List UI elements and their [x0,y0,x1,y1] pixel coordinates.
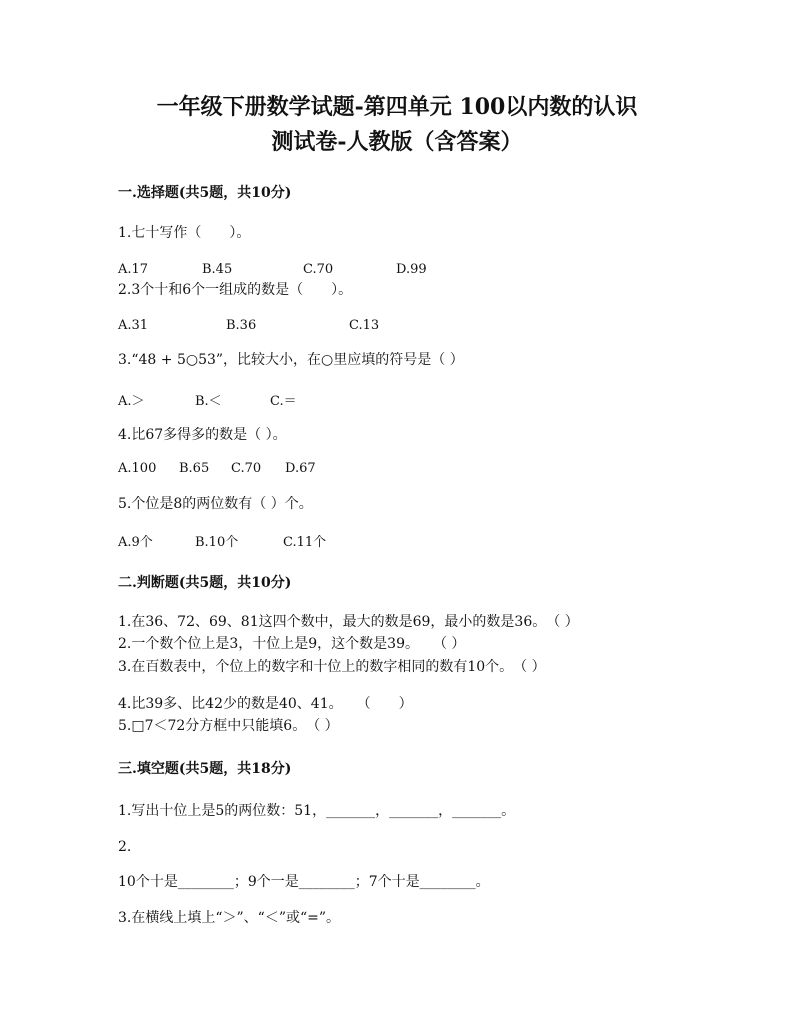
fill-q3: 3.在横线上填上“＞”、“＜”或“=”。 [118,910,341,926]
fill-q2-number: 2. [118,839,132,855]
option: C.70 [303,262,334,277]
page-title-line2: 测试卷-人教版（含答案） [271,129,523,155]
choice-q4-stem: 4.比67多得多的数是（ ）。 [118,427,287,443]
choice-q2-stem: 2.3个十和6个一组成的数是（ ）。 [118,282,353,298]
option: C.13 [349,318,380,333]
choice-q3-stem: 3.“48 + 5○53”，比较大小，在○里应填的符号是（ ） [118,352,464,368]
option: C.11个 [283,535,327,550]
option: B.45 [202,262,233,277]
option: A.17 [118,262,149,277]
option: B.65 [179,461,210,476]
option: A.＞ [118,394,145,409]
choice-q1-stem: 1.七十写作（ ）。 [118,225,251,241]
section-heading-choice: 一.选择题(共5题，共10分) [118,185,292,201]
option: A.9个 [118,535,153,550]
fill-q2-body: 10个十是________；9个一是________；7个十是________。 [118,874,490,890]
judge-q4: 4.比39多、比42少的数是40、41。 （ ） [118,696,413,712]
judge-q5: 5.□7＜72分方框中只能填6。 （ ） [118,718,339,734]
page-title-line1: 一年级下册数学试题-第四单元 100以内数的认识 [156,94,638,120]
option: D.67 [285,461,316,476]
judge-q2: 2.一个数个位上是3，十位上是9，这个数是39。 （ ） [118,636,466,652]
option: C.70 [231,461,262,476]
fill-q1: 1.写出十位上是5的两位数：51，_______，_______，_______。 [118,803,516,819]
choice-q5-stem: 5.个位是8的两位数有（ ）个。 [118,496,313,512]
judge-q3: 3.在百数表中，个位上的数字和十位上的数字相同的数有10个。 （ ） [118,659,546,675]
option: B.36 [226,318,257,333]
judge-q1: 1.在36、72、69、81这四个数中，最大的数是69，最小的数是36。 （ ） [118,614,579,630]
section-heading-fill: 三.填空题(共5题，共18分) [118,761,292,777]
option: D.99 [396,262,427,277]
option: C.＝ [270,394,297,409]
section-heading-judge: 二.判断题(共5题，共10分) [118,575,292,591]
option: B.10个 [195,535,239,550]
option: A.100 [118,461,157,476]
option: A.31 [118,318,149,333]
option: B.＜ [195,394,222,409]
